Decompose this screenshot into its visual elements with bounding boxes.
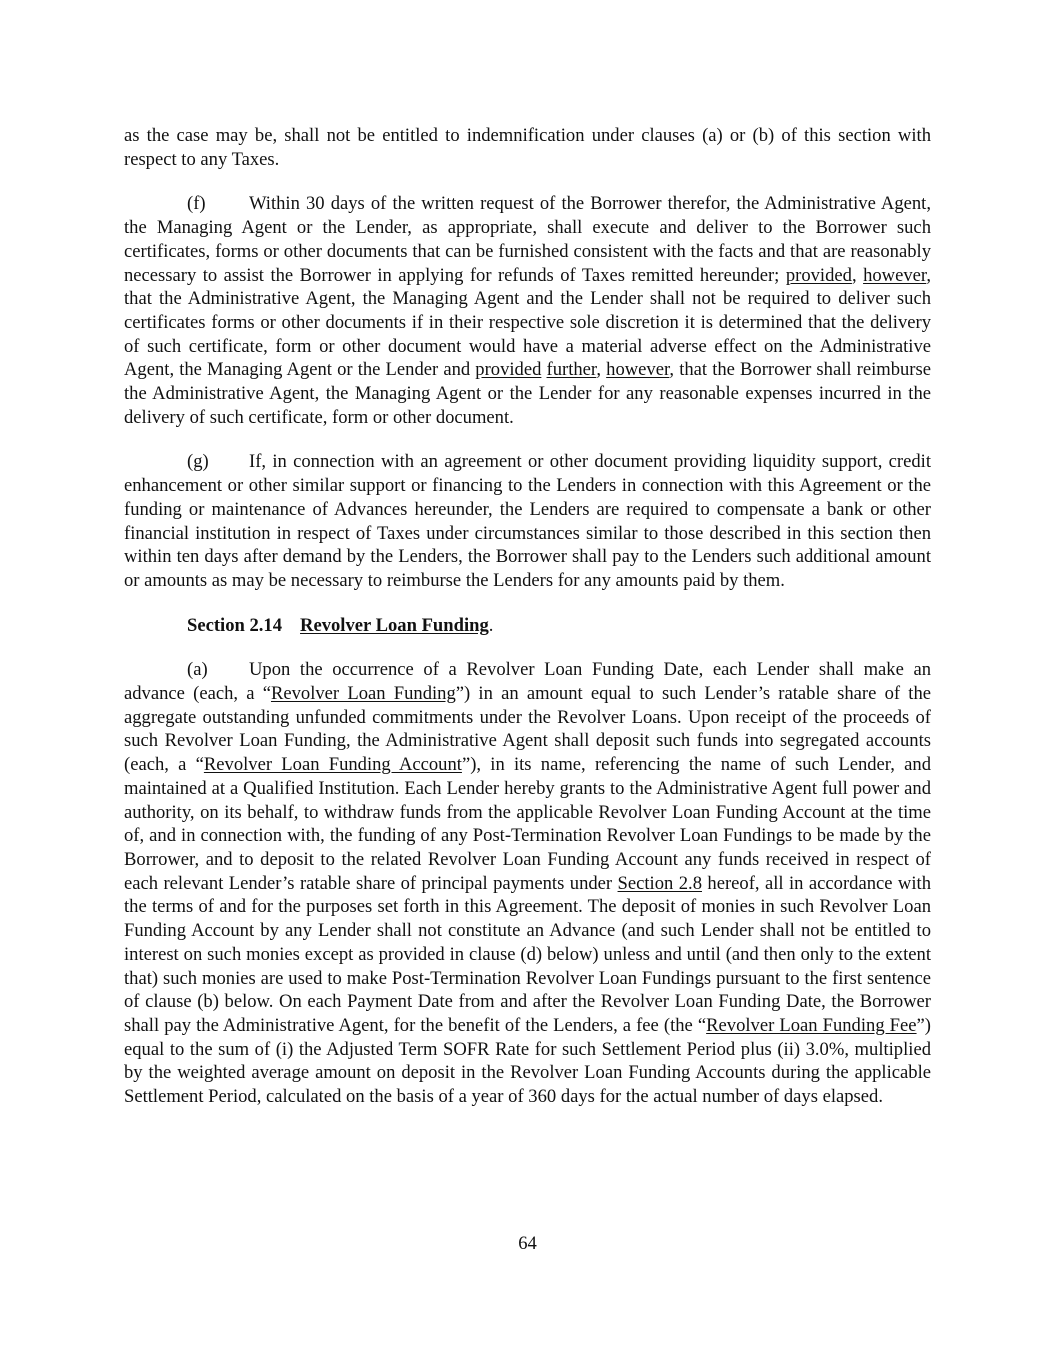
document-page <box>124 124 931 1130</box>
paragraph-a-label: (a) <box>187 659 208 681</box>
paragraph-f-text: Within 30 days of the written request of the Borrower therefor, the Administrative Agent, the Managing Agent or the Lender, as appropriate, shall execute and deliver to the Borrower such certificates, forms or other documents that can be furnished consistent with the facts and that are reasonably necessary to assist the Borrower in applying for refunds of Taxes remitted hereunder; <box>124 193 931 286</box>
paragraph-f <box>124 192 931 429</box>
section-title-period: . <box>488 614 494 636</box>
section-reference: Section 2.8 <box>617 872 702 894</box>
paragraph-f-label: (f) <box>187 193 206 215</box>
defined-term: Revolver Loan Funding Account <box>203 754 462 776</box>
paragraph-a-text: hereof, all in accordance with the terms of and for the purposes set forth in this Agreement. The deposit of monies in such Revolver Loan Funding Account by any Lender shall not constitute an Advance (and such Lender shall not be entitled to interest on such monies except as provided in clause (d) below) unless and until (and then only to the extent that) such monies are used to make Post-Termination Revolver Loan Fundings pursuant to the first sentence of clause (b) below. On each Payment Date from and after the Revolver Loan Funding Date, the Borrower shall pay the Administrative Agent, for the benefit of the Lenders, a fee (the “ <box>124 872 931 1036</box>
section-title: Revolver Loan Funding <box>300 614 489 636</box>
paragraph-f-text: , <box>596 359 607 381</box>
underlined-term: however <box>606 359 670 381</box>
paragraph-f-text: , that the Borrower shall reimburse the Administrative Agent, the Managing Agent or the Lender for any reasonable expenses incurred in the delivery of such certificate, form or other document. <box>124 359 931 428</box>
paragraph-g-label: (g) <box>187 451 209 473</box>
continuation-text: as the case may be, shall not be entitled to indemnification under clauses (a) or (b) of this section with respect to any Taxes. <box>124 125 931 170</box>
underlined-term: provided <box>785 264 852 286</box>
paragraph-g <box>124 450 931 592</box>
section-heading <box>124 614 931 638</box>
paragraph-a <box>124 658 931 1108</box>
underlined-term: further <box>546 359 597 381</box>
paragraph-f-text: , <box>851 264 864 286</box>
section-number: Section 2.14 <box>187 614 283 636</box>
page-number: 64 <box>518 1233 537 1254</box>
underlined-term: however <box>863 264 927 286</box>
paragraph-g-text: If, in connection with an agreement or other document providing liquidity support, credit enhancement or other similar support or financing to the Lenders in connection with this Agreement or the funding or maintenance of Advances hereunder, the Lenders are required to compensate a bank or other financial institution in respect of Taxes under circumstances similar to those described in this section then within ten days after demand by the Lenders, the Borrower shall pay to the Lenders such additional amount or amounts as may be necessary to reimburse the Lenders for any amounts paid by them. <box>124 451 931 591</box>
underlined-term: provided <box>475 359 542 381</box>
defined-term: Revolver Loan Funding Fee <box>706 1014 917 1036</box>
defined-term: Revolver Loan Funding <box>270 683 456 705</box>
continuation-paragraph <box>124 124 931 171</box>
paragraph-a-text: ”), in its name, referencing the name of such Lender, and maintained at a Qualified Institution. Each Lender hereby grants to the Administrative Agent full power and authority, on its behalf, to withdraw funds from the applicable Revolver Loan Funding Account at the time of, and in connection with, the funding of any Post-Termination Revolver Loan Fundings to be made by the Borrower, and to deposit to the related Revolver Loan Funding Account any funds received in respect of each relevant Lender’s ratable share of principal payments under <box>124 754 931 894</box>
paragraph-a-text: ”) in an amount equal to such Lender’s ratable share of the aggregate outstanding unfunded commitments under the Revolver Loans. Upon receipt of the proceeds of such Revolver Loan Funding, the Administrative Agent shall deposit such funds into segregated accounts (each, a “ <box>124 683 931 776</box>
paragraph-f-text: , that the Administrative Agent, the Managing Agent and the Lender shall not be required to deliver such certificates forms or other documents if in their respective sole discretion it is determined that the delivery of such certificate, form or other document would have a material adverse effect on the Administrative Agent, the Managing Agent or the Lender and <box>124 264 931 381</box>
paragraph-a-text: Upon the occurrence of a Revolver Loan Funding Date, each Lender shall make an advance (each, a “ <box>124 659 931 705</box>
paragraph-a-text: ”) equal to the sum of (i) the Adjusted Term SOFR Rate for such Settlement Period plus (ii) 3.0%, multiplied by the weighted average amount on deposit in the Revolver Loan Funding Accounts during the applicable Settlement Period, calculated on the basis of a year of 360 days for the actual number of days elapsed. <box>124 1014 931 1108</box>
